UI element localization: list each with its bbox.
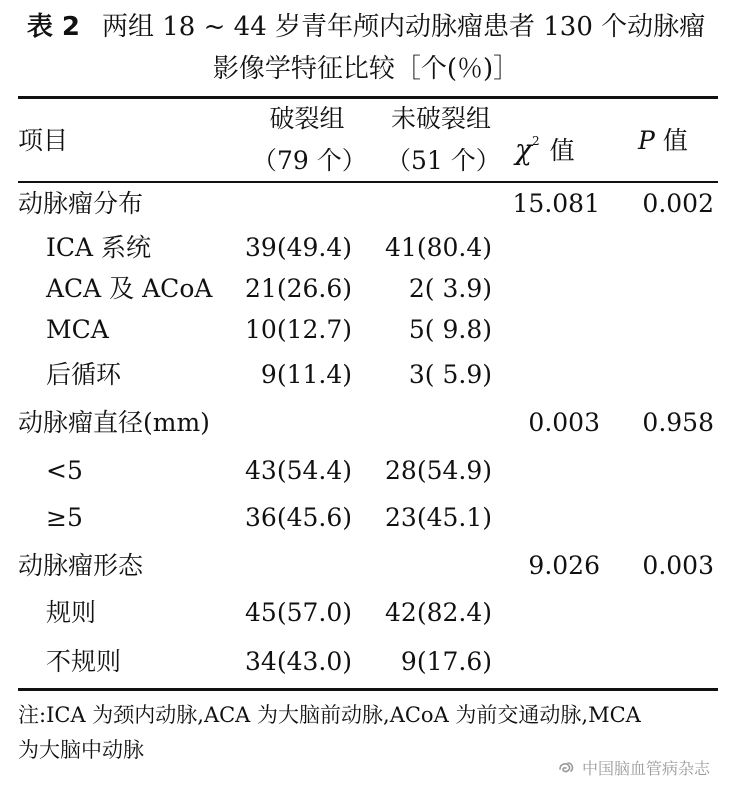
row-label: <5 <box>46 456 83 485</box>
row-label: ≥5 <box>46 503 83 532</box>
unruptured-cell: 9(17.6) <box>400 647 492 676</box>
unruptured-cell: 5( 9.8) <box>408 315 492 344</box>
ruptured-cell: 39(49.4) <box>245 233 352 262</box>
bottom-rule <box>18 688 718 691</box>
p-value: 0.003 <box>642 551 714 580</box>
unruptured-cell: 42(82.4) <box>385 598 492 627</box>
ruptured-cell: 34(43.0) <box>245 647 352 676</box>
chi-superscript: 2 <box>531 134 540 148</box>
ruptured-cell: 9(11.4) <box>260 360 352 389</box>
header-rule <box>18 181 718 183</box>
table-title-line2: 影像学特征比较［个(％)］ <box>212 54 520 84</box>
unruptured-cell: 28(54.9) <box>385 456 492 485</box>
p-symbol: P <box>638 126 655 155</box>
watermark <box>558 756 710 779</box>
group-name: 动脉瘤分布 <box>18 189 144 218</box>
header-p-value <box>638 126 688 156</box>
p-value: 0.958 <box>642 408 714 437</box>
chi-symbol: χ <box>515 133 532 166</box>
top-rule <box>18 96 718 99</box>
ruptured-cell: 36(45.6) <box>245 503 352 532</box>
p-value: 0.002 <box>642 189 714 218</box>
group-name: 动脉瘤形态 <box>18 551 144 580</box>
row-label: ICA 系统 <box>46 233 152 262</box>
wechat-icon <box>558 759 576 777</box>
chi-value: 9.026 <box>528 551 600 580</box>
row-label: ACA 及 ACoA <box>46 274 213 303</box>
chi-value: 15.081 <box>512 189 600 218</box>
ruptured-cell: 43(54.4) <box>245 456 352 485</box>
p-label: 值 <box>662 126 688 155</box>
row-label: MCA <box>46 315 109 344</box>
row-label: 规则 <box>46 598 97 627</box>
table-caption <box>0 10 732 44</box>
table-title-line1: 两组 18 ~ 44 岁青年颅内动脉瘤患者 130 个动脉瘤 <box>101 12 706 42</box>
ruptured-cell: 45(57.0) <box>245 598 352 627</box>
watermark-text: 中国脑血管病杂志 <box>581 759 710 778</box>
ruptured-cell: 21(26.6) <box>245 274 352 303</box>
header-unruptured-count: （51 个） <box>386 146 501 175</box>
header-chi-square <box>515 126 575 166</box>
header-unruptured: 未破裂组 <box>390 104 491 133</box>
chi-value: 0.003 <box>528 408 600 437</box>
table-note-line1: 注:ICA 为颈内动脉,ACA 为大脑前动脉,ACoA 为前交通动脉,MCA <box>18 703 641 727</box>
group-name: 动脉瘤直径(mm) <box>18 408 210 437</box>
unruptured-cell: 41(80.4) <box>385 233 492 262</box>
table-note-line2: 为大脑中动脉 <box>18 738 144 762</box>
table-label: 表 2 <box>26 12 80 42</box>
header-ruptured: 破裂组 <box>269 104 345 133</box>
unruptured-cell: 2( 3.9) <box>408 274 492 303</box>
header-ruptured-count: （79 个） <box>252 146 367 175</box>
unruptured-cell: 23(45.1) <box>385 503 492 532</box>
chi-label: 值 <box>549 136 575 165</box>
row-label: 不规则 <box>46 647 122 676</box>
header-item: 项目 <box>18 126 69 155</box>
unruptured-cell: 3( 5.9) <box>408 360 492 389</box>
row-label: 后循环 <box>46 360 122 389</box>
ruptured-cell: 10(12.7) <box>245 315 352 344</box>
